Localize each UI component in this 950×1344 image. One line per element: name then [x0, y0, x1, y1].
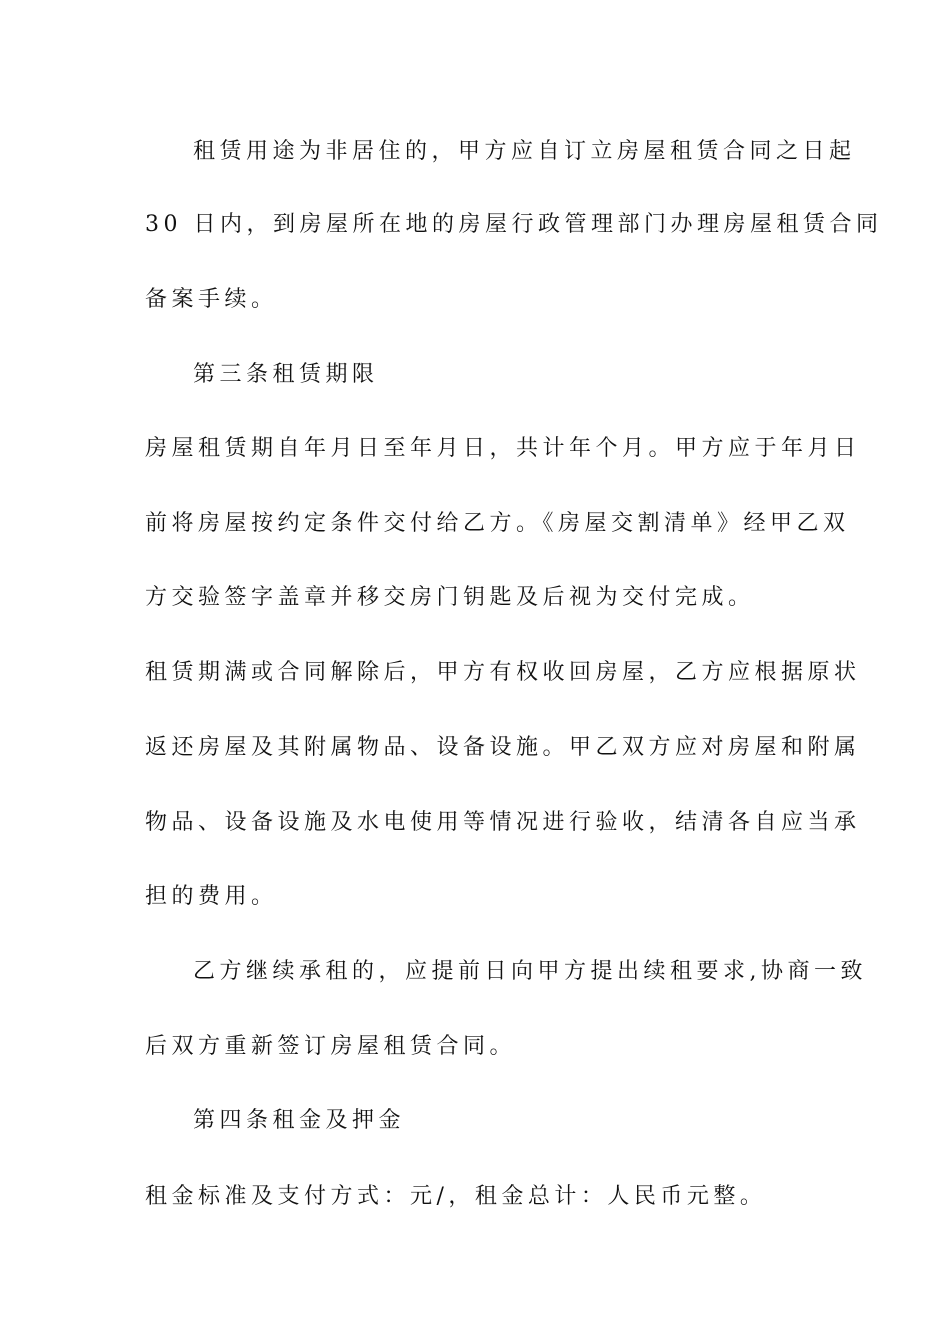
- paragraph-line-12: 乙方继续承租的，应提前日向甲方提出续租要求,协商一致: [193, 959, 867, 984]
- paragraph-line-9: 返还房屋及其附属物品、设备设施。甲乙双方应对房屋和附属: [145, 735, 861, 760]
- paragraph-line-1: 租赁用途为非居住的，甲方应自订立房屋租赁合同之日起: [193, 139, 856, 164]
- paragraph-line-15: 租金标准及支付方式：元/，租金总计：人民币元整。: [145, 1184, 767, 1209]
- section-heading-article-4: 第四条租金及押金: [193, 1108, 406, 1133]
- paragraph-line-11: 担的费用。: [145, 884, 278, 909]
- paragraph-line-3: 备案手续。: [145, 287, 278, 312]
- paragraph-line-8: 租赁期满或合同解除后，甲方有权收回房屋，乙方应根据原状: [145, 660, 861, 685]
- paragraph-line-5: 房屋租赁期自年月日至年月日，共计年个月。甲方应于年月日: [145, 436, 861, 461]
- paragraph-line-13: 后双方重新签订房屋租赁合同。: [145, 1034, 517, 1059]
- paragraph-line-10: 物品、设备设施及水电使用等情况进行验收，结清各自应当承: [145, 810, 861, 835]
- paragraph-line-2: 30 日内，到房屋所在地的房屋行政管理部门办理房屋租赁合同: [145, 212, 883, 237]
- section-heading-article-3: 第三条租赁期限: [193, 362, 379, 387]
- paragraph-line-7: 方交验签字盖章并移交房门钥匙及后视为交付完成。: [145, 585, 755, 610]
- paragraph-line-6: 前将房屋按约定条件交付给乙方。《房屋交割清单》经甲乙双: [145, 511, 850, 536]
